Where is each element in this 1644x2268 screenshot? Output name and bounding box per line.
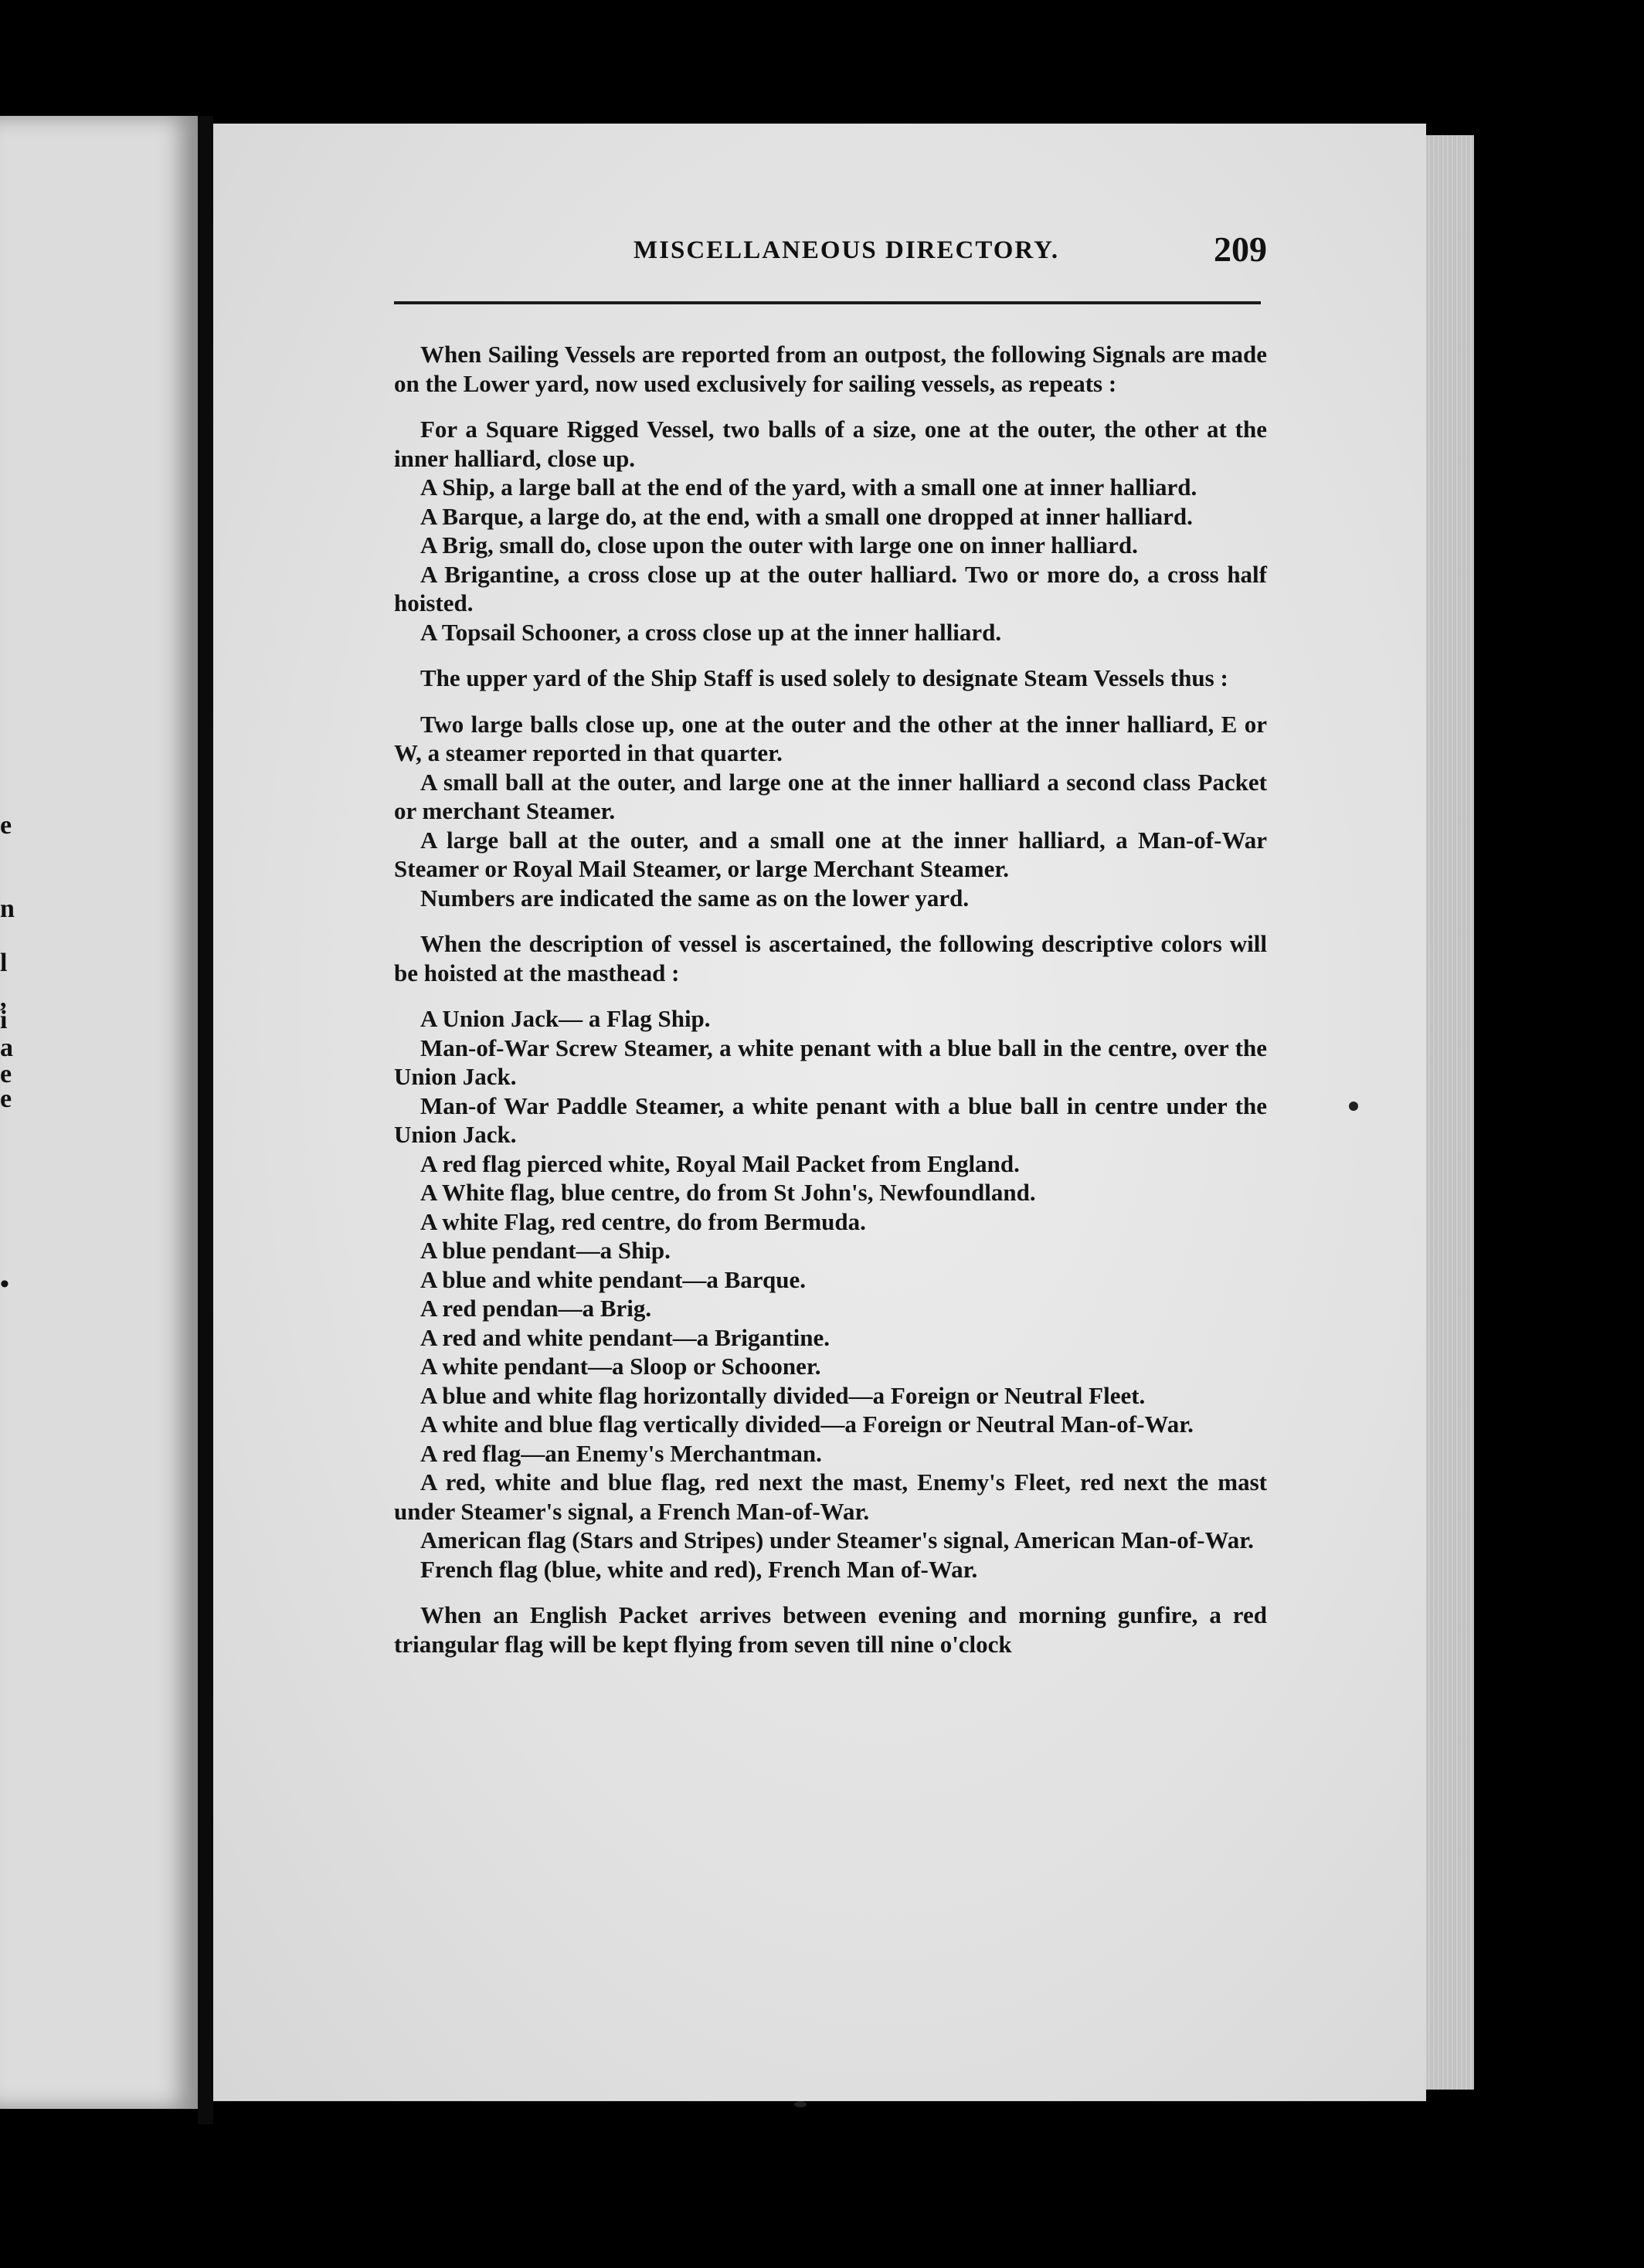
running-head: MISCELLANEOUS DIRECTORY. [633, 236, 1060, 264]
page-header [633, 229, 1267, 275]
paragraph: For a Square Rigged Vessel, two balls of a size, one at the outer, the other at the inner halliard, close up. [394, 416, 1267, 472]
paragraph: A blue and white flag horizontally divided—a Foreign or Neutral Fleet. [420, 1381, 1146, 1409]
paragraph: A red pendan—a Brig. [420, 1295, 652, 1322]
paragraph: American flag (Stars and Stripes) under Steamer's signal, American Man-of-War. [420, 1526, 1254, 1553]
paragraph: A white and blue flag vertically divided—a Foreign or Neutral Man-of-War. [420, 1411, 1194, 1438]
paragraph: A Barque, a large do, at the end, with a small one dropped at inner halliard. [420, 502, 1193, 530]
paragraph: A red flag—an Enemy's Merchantman. [420, 1439, 822, 1467]
paragraph: A red flag pierced white, Royal Mail Packet from England. [420, 1149, 1020, 1177]
paragraph: The upper yard of the Ship Staff is used solely to designate Steam Vessels thus : [420, 664, 1228, 691]
paragraph: A Brigantine, a cross close up at the outer halliard. Two or more do, a cross half hoisted. [394, 560, 1267, 616]
paragraph: Two large balls close up, one at the outer and the other at the inner halliard, E or W, a steamer reported in that quarter. [394, 710, 1267, 766]
paragraph: A white Flag, red centre, do from Bermuda. [420, 1207, 866, 1235]
paragraph: French flag (blue, white and red), French Man of-War. [420, 1555, 978, 1583]
left-page-mark: n [0, 895, 15, 923]
paragraph: A red, white and blue flag, red next the mast, Enemy's Fleet, red next the mast under Steamer's signal, a French Man-of-War. [394, 1468, 1267, 1525]
paragraph: When Sailing Vessels are reported from an outpost, the following Signals are made on the Lower yard, now used exclusively for sailing vessels, as repeats : [394, 341, 1267, 397]
left-page-mark: e [0, 1085, 12, 1113]
paragraph: A White flag, blue centre, do from St John's, Newfoundland. [420, 1179, 1036, 1206]
paragraph: When the description of vessel is ascertained, the following descriptive colors will be hoisted at the masthead : [394, 930, 1267, 986]
left-page-mark: i [0, 1006, 8, 1034]
paragraph: Man-of-War Screw Steamer, a white penant with a blue ball in the centre, over the Union Jack. [394, 1034, 1267, 1090]
left-page-mark: e [0, 811, 12, 840]
paragraph: A blue pendant—a Ship. [420, 1237, 671, 1264]
paragraph: A Union Jack— a Flag Ship. [420, 1005, 711, 1032]
left-page-mark: a [0, 1034, 13, 1062]
paragraph: A Ship, a large ball at the end of the yard, with a small one at inner halliard. [420, 474, 1197, 501]
paragraph: A Brig, small do, close upon the outer with large one on inner halliard. [420, 531, 1138, 559]
page-edge [1426, 135, 1474, 2090]
page-number: 209 [1214, 229, 1267, 269]
paragraph: When an English Packet arrives between evening and morning gunfire, a red triangular flag will be kept flying from seven till nine o'clock [394, 1601, 1267, 1658]
ink-smudge [794, 2101, 807, 2107]
paragraph: A red and white pendant—a Brigantine. [420, 1323, 830, 1351]
left-page-mark: • [0, 1270, 9, 1299]
paragraph: A blue and white pendant—a Barque. [420, 1265, 806, 1293]
paragraph: Numbers are indicated the same as on the lower yard. [420, 884, 970, 912]
left-page-mark: , [0, 984, 7, 1013]
ink-smudge [1349, 1102, 1358, 1111]
paragraph: Man-of War Paddle Steamer, a white penant with a blue ball in centre under the Union Jack. [394, 1092, 1267, 1148]
book-gutter [198, 116, 213, 2124]
left-page-mark: l [0, 949, 8, 977]
left-page-mark: e [0, 1060, 12, 1088]
left-page [0, 116, 198, 2109]
paragraph: A small ball at the outer, and large one at the inner halliard a second class Packet or merchant Steamer. [394, 768, 1267, 824]
header-rule [394, 301, 1261, 304]
paragraph: A Topsail Schooner, a cross close up at the inner halliard. [420, 618, 1002, 646]
text-block [394, 340, 1267, 1659]
paragraph: A white pendant—a Sloop or Schooner. [420, 1353, 821, 1380]
paragraph: A large ball at the outer, and a small one at the inner halliard, a Man-of-War Steamer or Royal Mail Steamer, or large Merchant Steamer. [394, 826, 1267, 882]
